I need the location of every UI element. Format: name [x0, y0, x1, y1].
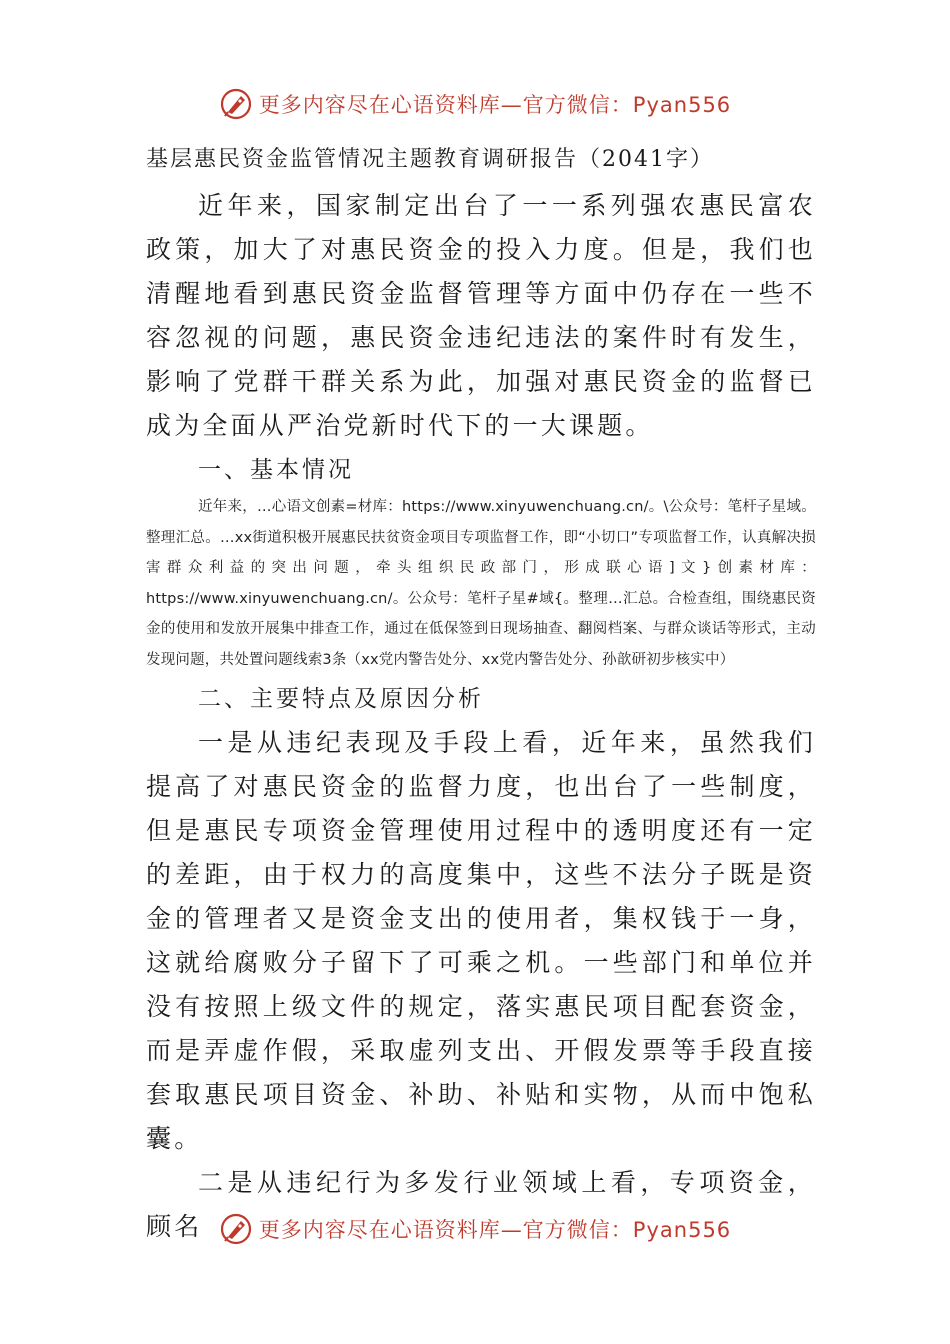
intro-paragraph: 近年来，国家制定出台了一一系列强农惠民富农政策，加大了对惠民资金的投入力度。但是，我们也清醒地看到惠民资金监督管理等方面中仍存在一些不容忽视的问题，惠民资金违纪违法的案件时有发生，影响了党群干群关系为此，加强对惠民资金的监督已成为全面从严治党新时代下的一大课题。 — [146, 191, 816, 440]
document-body — [146, 140, 816, 1249]
pen-nib-circle-icon — [219, 1212, 253, 1246]
section-2-paragraph-2: 二是从违纪行为多发行业领域上看，专项资金，顾名 — [146, 1168, 816, 1241]
footer-banner — [0, 1209, 950, 1249]
section-1-text: 近年来，…心语文创素=材库：https://www.xinyuwenchuang.cn/。\公众号：笔杆子星域。整理汇总。…xx街道积极开展惠民扶贫资金项目专项监督工作，即“小切口”专项监督工作，认真解决损害群众利益的突出问题，牵头组织民政部门，形成联心语]文}创素材库：https://www.xinyuwenchuang.cn/。公众号：笔杆子星#域{。整理…汇总。合检查组，围绕惠民资金的使用和发放开展集中排查工作，通过在低保签到日现场抽查、翻阅档案、与群众谈话等形式，主动发现问题，共处置问题线索3条（xx党内警告处分、xx党内警告处分、孙歆研初步核实中） — [146, 499, 816, 668]
section-heading-1: 一、基本情况 — [198, 457, 354, 483]
pen-nib-circle-icon — [219, 87, 253, 121]
section-heading-2: 二、主要特点及原因分析 — [198, 686, 484, 712]
header-banner — [0, 84, 950, 124]
banner-text: 更多内容尽在心语资料库—官方微信：Pyan556 — [258, 93, 732, 117]
banner-text: 更多内容尽在心语资料库—官方微信：Pyan556 — [258, 1218, 732, 1242]
document-title: 基层惠民资金监管情况主题教育调研报告（2041字） — [146, 147, 714, 172]
section-2-paragraph-1: 一是从违纪表现及手段上看，近年来，虽然我们提高了对惠民资金的监督力度，也出台了一些制度，但是惠民专项资金管理使用过程中的透明度还有一定的差距，由于权力的高度集中，这些不法分子既是资金的管理者又是资金支出的使用者，集权钱于一身，这就给腐败分子留下了可乘之机。一些部门和单位并没有按照上级文件的规定，落实惠民项目配套资金，而是弄虚作假，采取虚列支出、开假发票等手段直接套取惠民项目资金、补助、补贴和实物，从而中饱私囊。 — [146, 728, 816, 1153]
